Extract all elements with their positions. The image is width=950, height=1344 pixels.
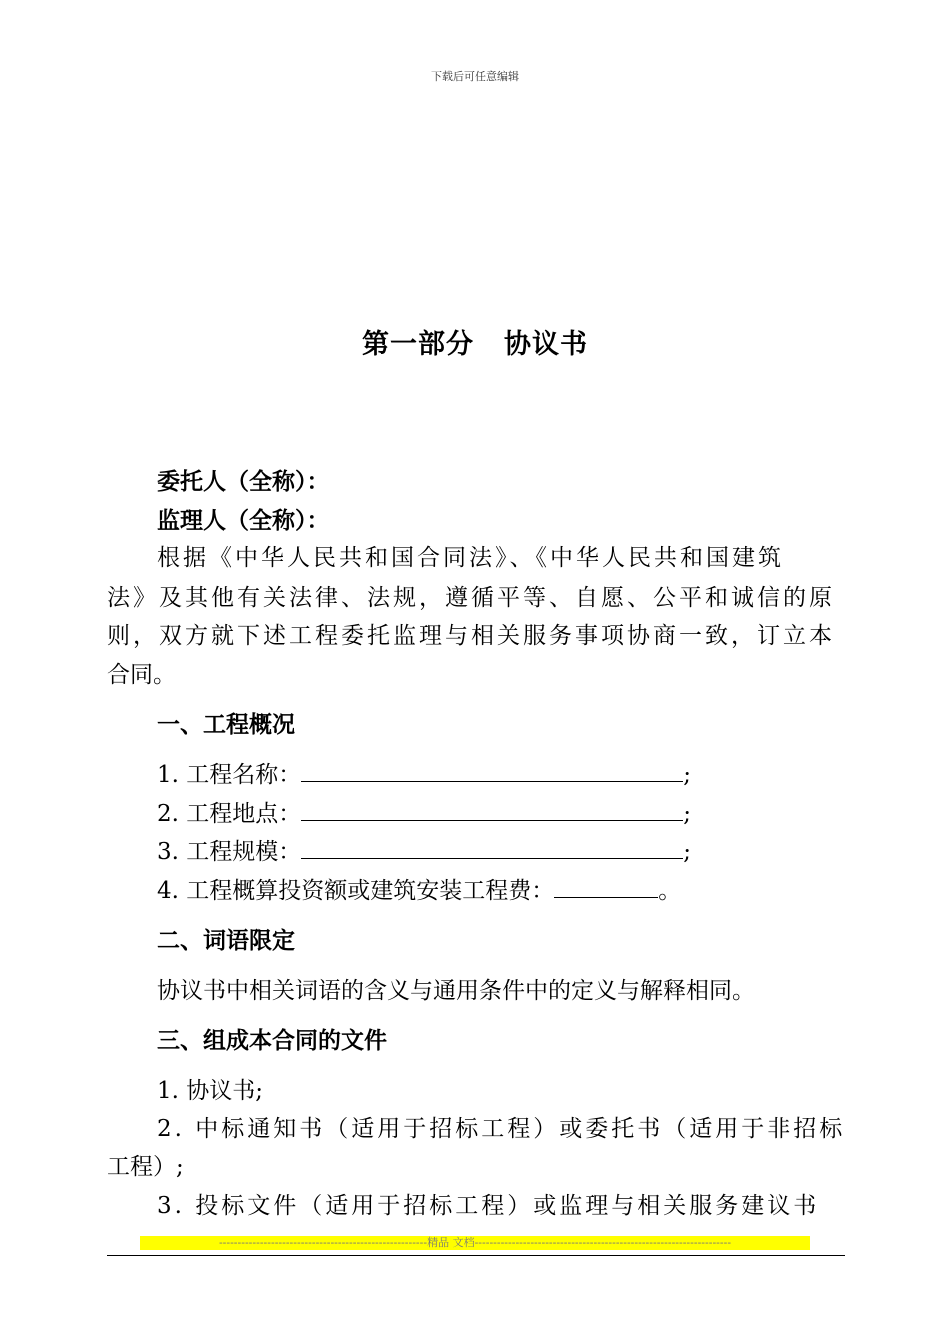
project-location-label: 2. 工程地点： [157, 801, 302, 827]
project-budget-field[interactable] [554, 877, 658, 898]
project-name-row: 1. 工程名称： ; [157, 762, 692, 788]
project-budget-label: 4. 工程概算投资额或建筑安装工程费： [157, 878, 555, 904]
title-name: 协议书 [504, 329, 588, 360]
project-location-field[interactable] [301, 800, 683, 821]
page-title [0, 322, 950, 361]
footer-divider [107, 1255, 845, 1256]
section1-heading: 一、工程概况 [157, 711, 295, 738]
project-name-field[interactable] [301, 761, 683, 782]
intro-line-2: 法》及其他有关法律、法规，遵循平等、自愿、公平和诚信的原 [107, 585, 835, 611]
intro-line-4: 合同。 [107, 662, 176, 688]
section3-item-2-line-2: 工程）; [107, 1154, 184, 1180]
project-name-label: 1. 工程名称： [157, 762, 302, 788]
client-label: 委托人（全称）： [157, 468, 330, 495]
footer-watermark: --------------------------------------------------------精品 文档--------------------------------------------------------------------- [140, 1236, 810, 1250]
intro-line-1: 根据《中华人民共和国合同法》、《中华人民共和国建筑 [157, 545, 784, 571]
project-scale-field[interactable] [301, 838, 683, 859]
section3-heading: 三、组成本合同的文件 [157, 1027, 387, 1054]
section3-item-1: 1. 协议书; [157, 1078, 264, 1104]
intro-line-3: 则，双方就下述工程委托监理与相关服务事项协商一致，订立本 [107, 623, 835, 649]
title-part: 第一部分 [362, 329, 474, 360]
project-scale-label: 3. 工程规模： [157, 839, 302, 865]
project-budget-row: 4. 工程概算投资额或建筑安装工程费： 。 [157, 878, 682, 904]
section3-item-3: 3. 投标文件（适用于招标工程）或监理与相关服务建议书 [157, 1193, 820, 1219]
section3-item-2-line-1: 2. 中标通知书（适用于招标工程）或委托书（适用于非招标 [157, 1116, 846, 1142]
project-scale-row: 3. 工程规模： ; [157, 839, 692, 865]
page-header-note: 下载后可任意编辑 [431, 70, 519, 83]
section2-heading: 二、词语限定 [157, 927, 295, 954]
supervisor-label: 监理人（全称）： [157, 507, 330, 534]
section2-text: 协议书中相关词语的含义与通用条件中的定义与解释相同。 [157, 978, 755, 1004]
project-location-row: 2. 工程地点： ; [157, 801, 692, 827]
